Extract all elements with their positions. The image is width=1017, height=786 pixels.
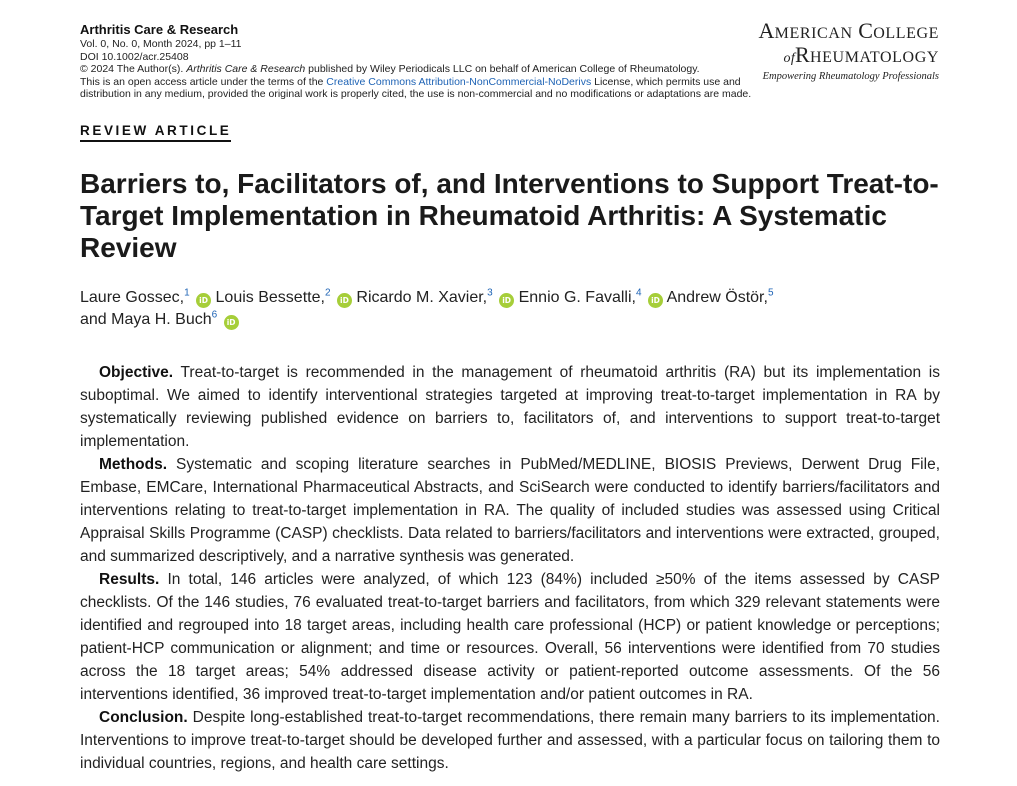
author <box>356 289 514 306</box>
journal-name: Arthritis Care & Research <box>80 22 239 37</box>
doi-line[interactable]: DOI 10.1002/acr.25408 <box>80 50 189 63</box>
affiliation-marker[interactable]: 1 <box>184 287 190 299</box>
orcid-icon[interactable]: iD <box>337 293 352 308</box>
author-name: Maya H. Buch <box>111 311 212 328</box>
affiliation-marker[interactable]: 6 <box>211 309 218 321</box>
license-link[interactable]: Creative Commons Attribution-NonCommercial-NoDerivs <box>326 75 592 88</box>
affiliation-marker[interactable]: 5 <box>767 287 774 299</box>
abstract <box>80 361 940 775</box>
orcid-icon[interactable]: iD <box>499 293 514 308</box>
author <box>667 289 774 306</box>
conclusion-label: Conclusion. <box>99 709 188 726</box>
copyright-prefix: © 2024 The Author(s). <box>80 63 187 75</box>
abstract-results <box>80 568 940 706</box>
acr-logo <box>758 20 939 84</box>
methods-label: Methods. <box>99 456 168 473</box>
author <box>80 311 239 328</box>
article-header <box>80 22 770 101</box>
methods-text: Systematic and scoping literature searches in PubMed/MEDLINE, BIOSIS Previews, Derwent Drug File, Embase, EMCare, International Pharmaceutical Abstracts, and SciSearch were conducted to identify barriers/facilitators and interventions relating to treat-to-target implementation in RA. The quality of included studies was assessed using Critical Appraisal Skills Programme (CASP) checklists. Data related to barriers/facilitators and interventions were extracted, grouped, and summarized descriptively, and a narrative synthesis was generated. <box>80 456 940 565</box>
results-text: In total, 146 articles were analyzed, of which 123 (84%) included ≥50% of the items assessed by CASP checklists. Of the 146 studies, 76 evaluated treat-to-target barriers and facilitators, from which 329 relevant statements were identified and regrouped into 18 target areas, including health care professional (HCP) or patient knowledge or perceptions; patient-HCP communication or alignment; and time or resources. Overall, 56 interventions were identified from 70 studies across the 18 target areas; 54% addressed disease activity or patient-reported outcome assessments. Of the 56 interventions identified, 36 improved treat-to-target implementation and/or patient outcomes in RA. <box>80 571 940 703</box>
logo-tagline: Empowering Rheumatology Professionals <box>762 71 939 82</box>
abstract-methods <box>80 453 940 568</box>
logo-line-1: AMERICAN COLLEGE <box>758 18 939 43</box>
author-name: Andrew Östör, <box>666 289 768 306</box>
author-prefix: and <box>80 311 112 328</box>
license-line <box>80 76 770 101</box>
orcid-icon[interactable]: iD <box>648 293 663 308</box>
volume-line: Vol. 0, No. 0, Month 2024, pp 1–11 <box>80 38 242 50</box>
objective-text: Treat-to-target is recommended in the management of rheumatoid arthritis (RA) but its implementation is suboptimal. We aimed to identify interventional strategies targeted at improving treat-to-target implementation in RA by systematically reviewing published evidence on barriers to, facilitators of, and interventions to support treat-to-target implementation. <box>80 364 940 450</box>
author <box>519 289 663 306</box>
author-name: Ricardo M. Xavier, <box>356 289 488 306</box>
orcid-icon[interactable]: iD <box>196 293 211 308</box>
logo-line-2: ofRHEUMATOLOGY <box>783 42 939 67</box>
abstract-objective <box>80 361 940 453</box>
conclusion-text: Despite long-established treat-to-target recommendations, there remain many barriers to its implementation. Interventions to improve treat-to-target should be developed further and assessed, with a particular focus on tailoring them to individual countries, regions, and health care settings. <box>80 709 940 772</box>
author-name: Louis Bessette, <box>215 289 325 306</box>
author-list <box>80 287 960 331</box>
logo-of: of <box>783 51 796 66</box>
author <box>80 289 211 306</box>
affiliation-marker[interactable]: 3 <box>487 287 493 299</box>
copyright-journal: Arthritis Care & Research <box>186 63 306 75</box>
affiliation-marker[interactable]: 2 <box>324 287 331 299</box>
section-label: REVIEW ARTICLE <box>80 123 231 142</box>
orcid-icon[interactable]: iD <box>224 315 239 330</box>
license-suffix: License, which permits use and distribution in any medium, provided the original work is properly cited, the use is non-commercial and no modifications or adaptations are made. <box>80 75 752 100</box>
abstract-conclusion <box>80 706 940 775</box>
author-name: Laure Gossec, <box>80 289 185 306</box>
license-prefix: This is an open access article under the terms of the <box>80 75 327 88</box>
author <box>216 289 352 306</box>
affiliation-marker[interactable]: 4 <box>635 287 642 299</box>
article-title: Barriers to, Facilitators of, and Interventions to Support Treat-to-Target Implementation in Rheumatoid Arthritis: A Systematic Review <box>80 168 939 263</box>
copyright-line <box>80 63 770 76</box>
objective-label: Objective. <box>99 364 174 381</box>
author-name: Ennio G. Favalli, <box>518 289 636 306</box>
copyright-suffix: published by Wiley Periodicals LLC on behalf of American College of Rheumatology. <box>305 63 700 75</box>
results-label: Results. <box>99 571 160 588</box>
